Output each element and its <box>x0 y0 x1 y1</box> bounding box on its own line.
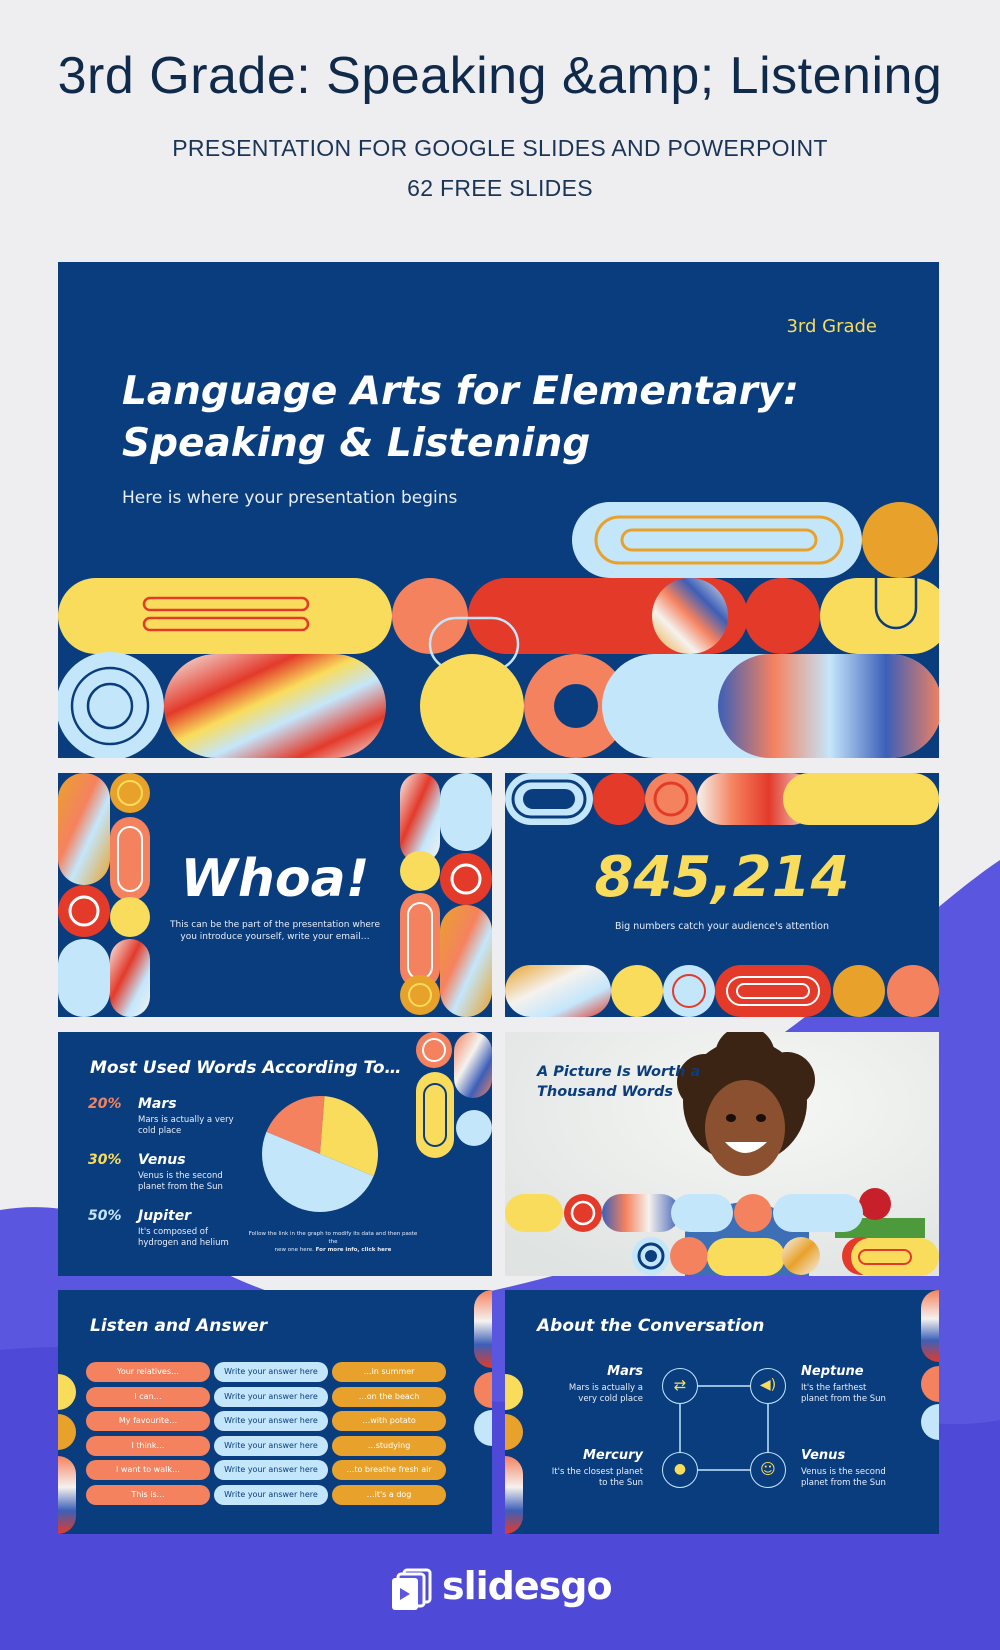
answer-field[interactable]: Write your answer here <box>214 1387 328 1407</box>
node-desc-line-2: very cold place <box>578 1394 643 1404</box>
legend-desc <box>138 1115 258 1137</box>
legend-desc-line-2: cold place <box>138 1126 182 1136</box>
answer-field[interactable]: Write your answer here <box>214 1362 328 1382</box>
slide-listen-answer[interactable] <box>58 1290 492 1534</box>
slide-big-number-caption: Big numbers catch your audience's attention <box>614 921 830 932</box>
legend-desc-line-1: Mars is actually a very <box>138 1115 234 1125</box>
legend-desc-line-1: Venus is the second <box>138 1171 223 1181</box>
slidesgo-logo-icon[interactable] <box>392 1568 432 1612</box>
slide-title-heading-line-1: Language Arts for Elementary: <box>122 369 799 414</box>
slide-title[interactable] <box>58 262 939 758</box>
legend-pct: 50% <box>88 1208 122 1224</box>
subtitle-line-2: 62 FREE SLIDES <box>407 175 593 201</box>
subtitle-line-1: PRESENTATION FOR GOOGLE SLIDES AND POWERPOINT <box>172 135 828 161</box>
slide-pie-note-text: new one here. <box>274 1247 316 1253</box>
page-title: 3rd Grade: Speaking &amp; Listening <box>57 47 943 105</box>
prompt-pill: My favourite… <box>86 1411 210 1431</box>
slide-title-tag: 3rd Grade <box>786 316 877 337</box>
prompt-pill: I want to walk… <box>86 1460 210 1480</box>
legend-desc-line-2: planet from the Sun <box>138 1182 223 1192</box>
node-desc-line-1: It's the closest planet <box>551 1467 643 1477</box>
chat-icon[interactable]: ● <box>662 1452 698 1488</box>
node-desc-line-1: Mars is actually a <box>568 1383 643 1393</box>
slide-conversation[interactable] <box>505 1290 939 1534</box>
ending-pill: …in summer <box>332 1362 446 1382</box>
legend-desc <box>138 1171 258 1193</box>
node-desc-line-1: It's the farthest <box>801 1383 867 1393</box>
slide-conversation-title: About the Conversation <box>537 1316 765 1336</box>
slide-picture-title-line-1: A Picture Is Worth a <box>537 1064 701 1080</box>
ending-pill: …it's a dog <box>332 1485 446 1505</box>
legend-pct: 20% <box>88 1096 122 1112</box>
slide-pie-note-line-2 <box>244 1246 422 1254</box>
node-name: Mars <box>607 1364 643 1379</box>
slide-pie-note <box>244 1230 422 1254</box>
footer <box>0 1562 1000 1622</box>
slide-whoa-title: Whoa! <box>180 849 370 909</box>
speaker-icon[interactable]: ◀) <box>750 1368 786 1404</box>
slide-whoa-body-line-1: This can be the part of the presentation where <box>170 920 380 930</box>
slide-picture-title-line-2: Thousand Words <box>537 1084 673 1100</box>
slide-whoa-body <box>58 919 492 943</box>
slide-pie-chart[interactable] <box>58 1032 492 1276</box>
ending-pill: …to breathe fresh air <box>332 1460 446 1480</box>
node-desc-line-2: planet from the Sun <box>801 1478 886 1488</box>
answer-field[interactable]: Write your answer here <box>214 1460 328 1480</box>
slide-whoa-body-line-2: you introduce yourself, write your email… <box>180 932 370 942</box>
node-name: Mercury <box>582 1448 643 1463</box>
brand-name[interactable]: slidesgo <box>442 1564 612 1608</box>
legend-name: Jupiter <box>138 1208 192 1224</box>
answer-field[interactable]: Write your answer here <box>214 1411 328 1431</box>
node-desc <box>569 1383 643 1405</box>
prompt-pill: Your relatives… <box>86 1362 210 1382</box>
shuffle-icon[interactable]: ⇄ <box>662 1368 698 1404</box>
prompt-pill: I can… <box>86 1387 210 1407</box>
node-desc-line-2: to the Sun <box>598 1478 643 1488</box>
slide-title-heading-line-2: Speaking & Listening <box>122 421 591 466</box>
answer-field[interactable]: Write your answer here <box>214 1436 328 1456</box>
slide-title-heading <box>122 366 799 470</box>
slide-big-number-value: 845,214 <box>594 845 850 910</box>
legend-name: Venus <box>138 1152 186 1168</box>
slide-title-subtitle: Here is where your presentation begins <box>122 488 458 508</box>
node-desc-line-1: Venus is the second <box>801 1467 886 1477</box>
slide-pie-title: Most Used Words According To… <box>90 1058 402 1078</box>
legend-desc-line-1: It's composed of <box>138 1227 209 1237</box>
legend-pct: 30% <box>88 1152 122 1168</box>
prompt-pill: I think… <box>86 1436 210 1456</box>
slide-picture-title <box>537 1062 700 1102</box>
node-desc-line-2: planet from the Sun <box>801 1394 886 1404</box>
node-desc <box>801 1383 886 1405</box>
ending-pill: …with potato <box>332 1411 446 1431</box>
slide-pie-note-line-1: Follow the link in the graph to modify its data and then paste the <box>248 1231 418 1245</box>
legend-name: Mars <box>138 1096 177 1112</box>
node-name: Neptune <box>801 1364 864 1379</box>
slide-listen-title: Listen and Answer <box>90 1316 268 1336</box>
smile-icon[interactable]: ☺ <box>750 1452 786 1488</box>
slide-big-number[interactable] <box>505 773 939 1017</box>
ending-pill: …studying <box>332 1436 446 1456</box>
prompt-pill: This is… <box>86 1485 210 1505</box>
node-name: Venus <box>801 1448 846 1463</box>
answer-field[interactable]: Write your answer here <box>214 1485 328 1505</box>
slide-pie-note-link[interactable]: For more info, click here <box>315 1247 392 1253</box>
slide-whoa[interactable] <box>58 773 492 1017</box>
legend-desc-line-2: hydrogen and helium <box>138 1238 229 1248</box>
slide-picture[interactable] <box>505 1032 939 1276</box>
node-desc <box>552 1467 643 1489</box>
node-desc <box>801 1467 886 1489</box>
legend-desc <box>138 1227 258 1249</box>
page-header <box>0 46 1000 208</box>
page-subtitle <box>0 128 1000 208</box>
ending-pill: …on the beach <box>332 1387 446 1407</box>
